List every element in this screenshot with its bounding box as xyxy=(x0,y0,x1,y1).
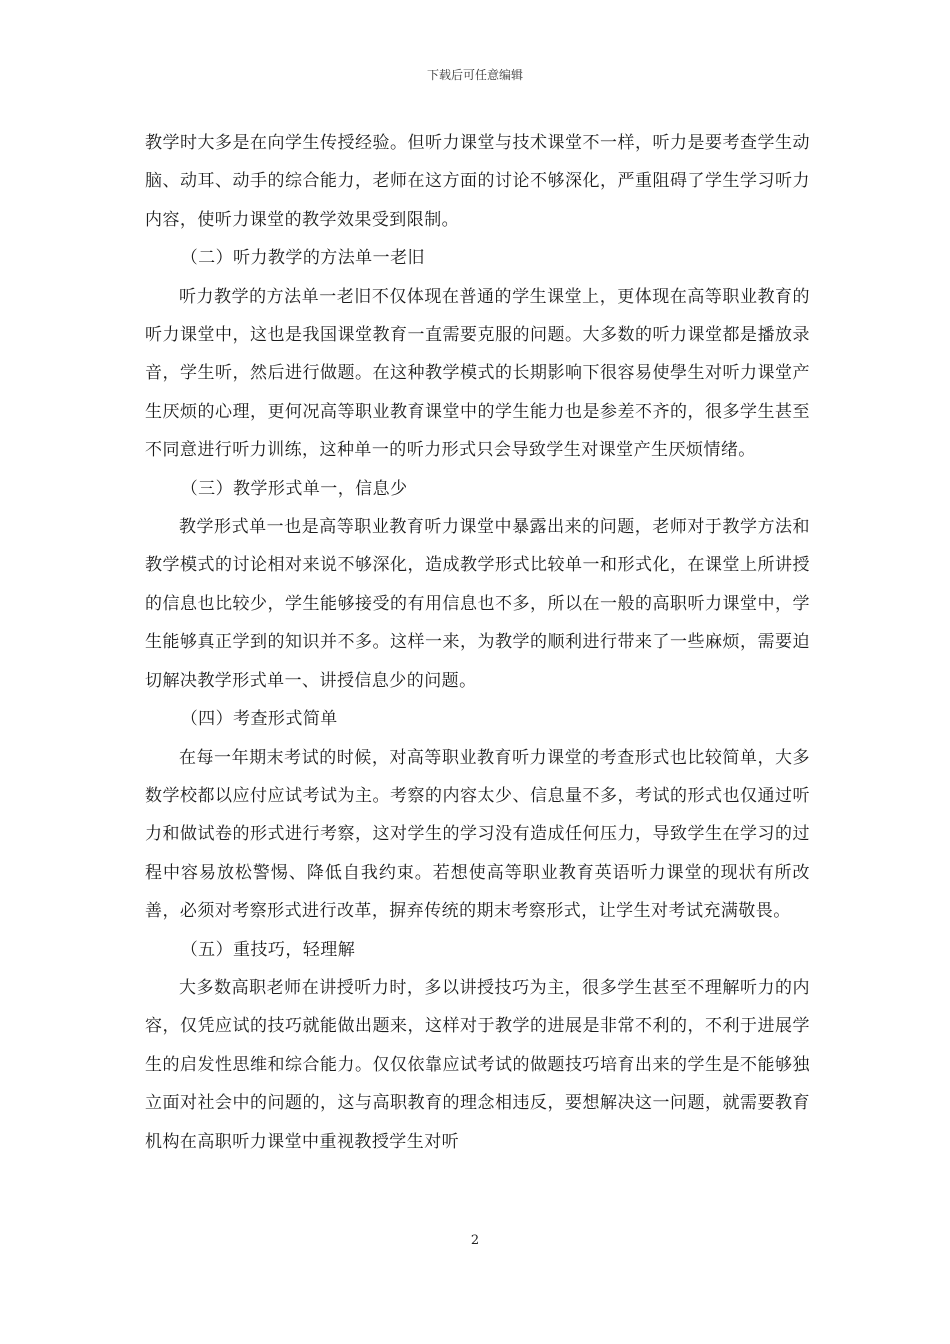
section-heading-5: （五）重技巧，轻理解 xyxy=(180,939,356,960)
document-body xyxy=(145,124,810,1161)
paragraph-section-2: 听力教学的方法单一老旧不仅体现在普通的学生课堂上，更体现在高等职业教育的听力课堂中，这也是我国课堂教育一直需要克服的问题。大多数的听力课堂都是播放录音，学生听，然后进行做题。在这种教学模式的长期影响下很容易使學生对听力课堂产生厌烦的心理，更何况高等职业教育课堂中的学生能力也是参差不齐的，很多学生甚至不同意进行听力训练，这种单一的听力形式只会导致学生对课堂产生厌烦情绪。 xyxy=(145,286,810,461)
paragraph-section-5: 大多数高职老师在讲授听力时，多以讲授技巧为主，很多学生甚至不理解听力的内容，仅凭应试的技巧就能做出题来，这样对于教学的进展是非常不利的，不利于进展学生的启发性思维和综合能力。仅仅依靠应试考试的做题技巧培育出来的学生是不能够独立面对社会中的问题的，这与高职教育的理念相违反，要想解决这一问题，就需要教育机构在高职听力课堂中重视教授学生对听 xyxy=(145,977,810,1152)
paragraph-section-3: 教学形式单一也是高等职业教育听力课堂中暴露出来的问题，老师对于教学方法和教学模式的讨论相对来说不够深化，造成教学形式比较单一和形式化，在课堂上所讲授的信息也比较少，学生能够接受的有用信息也不多，所以在一般的高职听力课堂中，学生能够真正学到的知识并不多。这样一来，为教学的顺利进行带来了一些麻烦，需要迫切解决教学形式单一、讲授信息少的问题。 xyxy=(145,517,810,691)
paragraph-section-4: 在每一年期末考试的时候，对高等职业教育听力课堂的考查形式也比较简单，大多数学校都以应付应试考试为主。考察的内容太少、信息量不多，考试的形式也仅通过听力和做试卷的形式进行考察，这对学生的学习没有造成任何压力，导致学生在学习的过程中容易放松警惕、降低自我约束。若想使高等职业教育英语听力课堂的现状有所改善，必须对考察形式进行改革，摒弃传统的期末考察形式，让学生对考试充满敬畏。 xyxy=(145,747,810,922)
section-heading-4: （四）考查形式简单 xyxy=(180,709,338,730)
section-heading-3: （三）教学形式单一，信息少 xyxy=(180,478,408,499)
paragraph-continued: 教学时大多是在向学生传授经验。但听力课堂与技术课堂不一样，听力是要考查学生动脑、动耳、动手的综合能力，老师在这方面的讨论不够深化，严重阻碍了学生学习听力内容，使听力课堂的教学效果受到限制。 xyxy=(145,133,810,230)
page-number: 2 xyxy=(470,1233,480,1248)
page-header: 下载后可任意编辑 xyxy=(426,68,523,82)
section-heading-2: （二）听力教学的方法单一老旧 xyxy=(180,248,425,269)
